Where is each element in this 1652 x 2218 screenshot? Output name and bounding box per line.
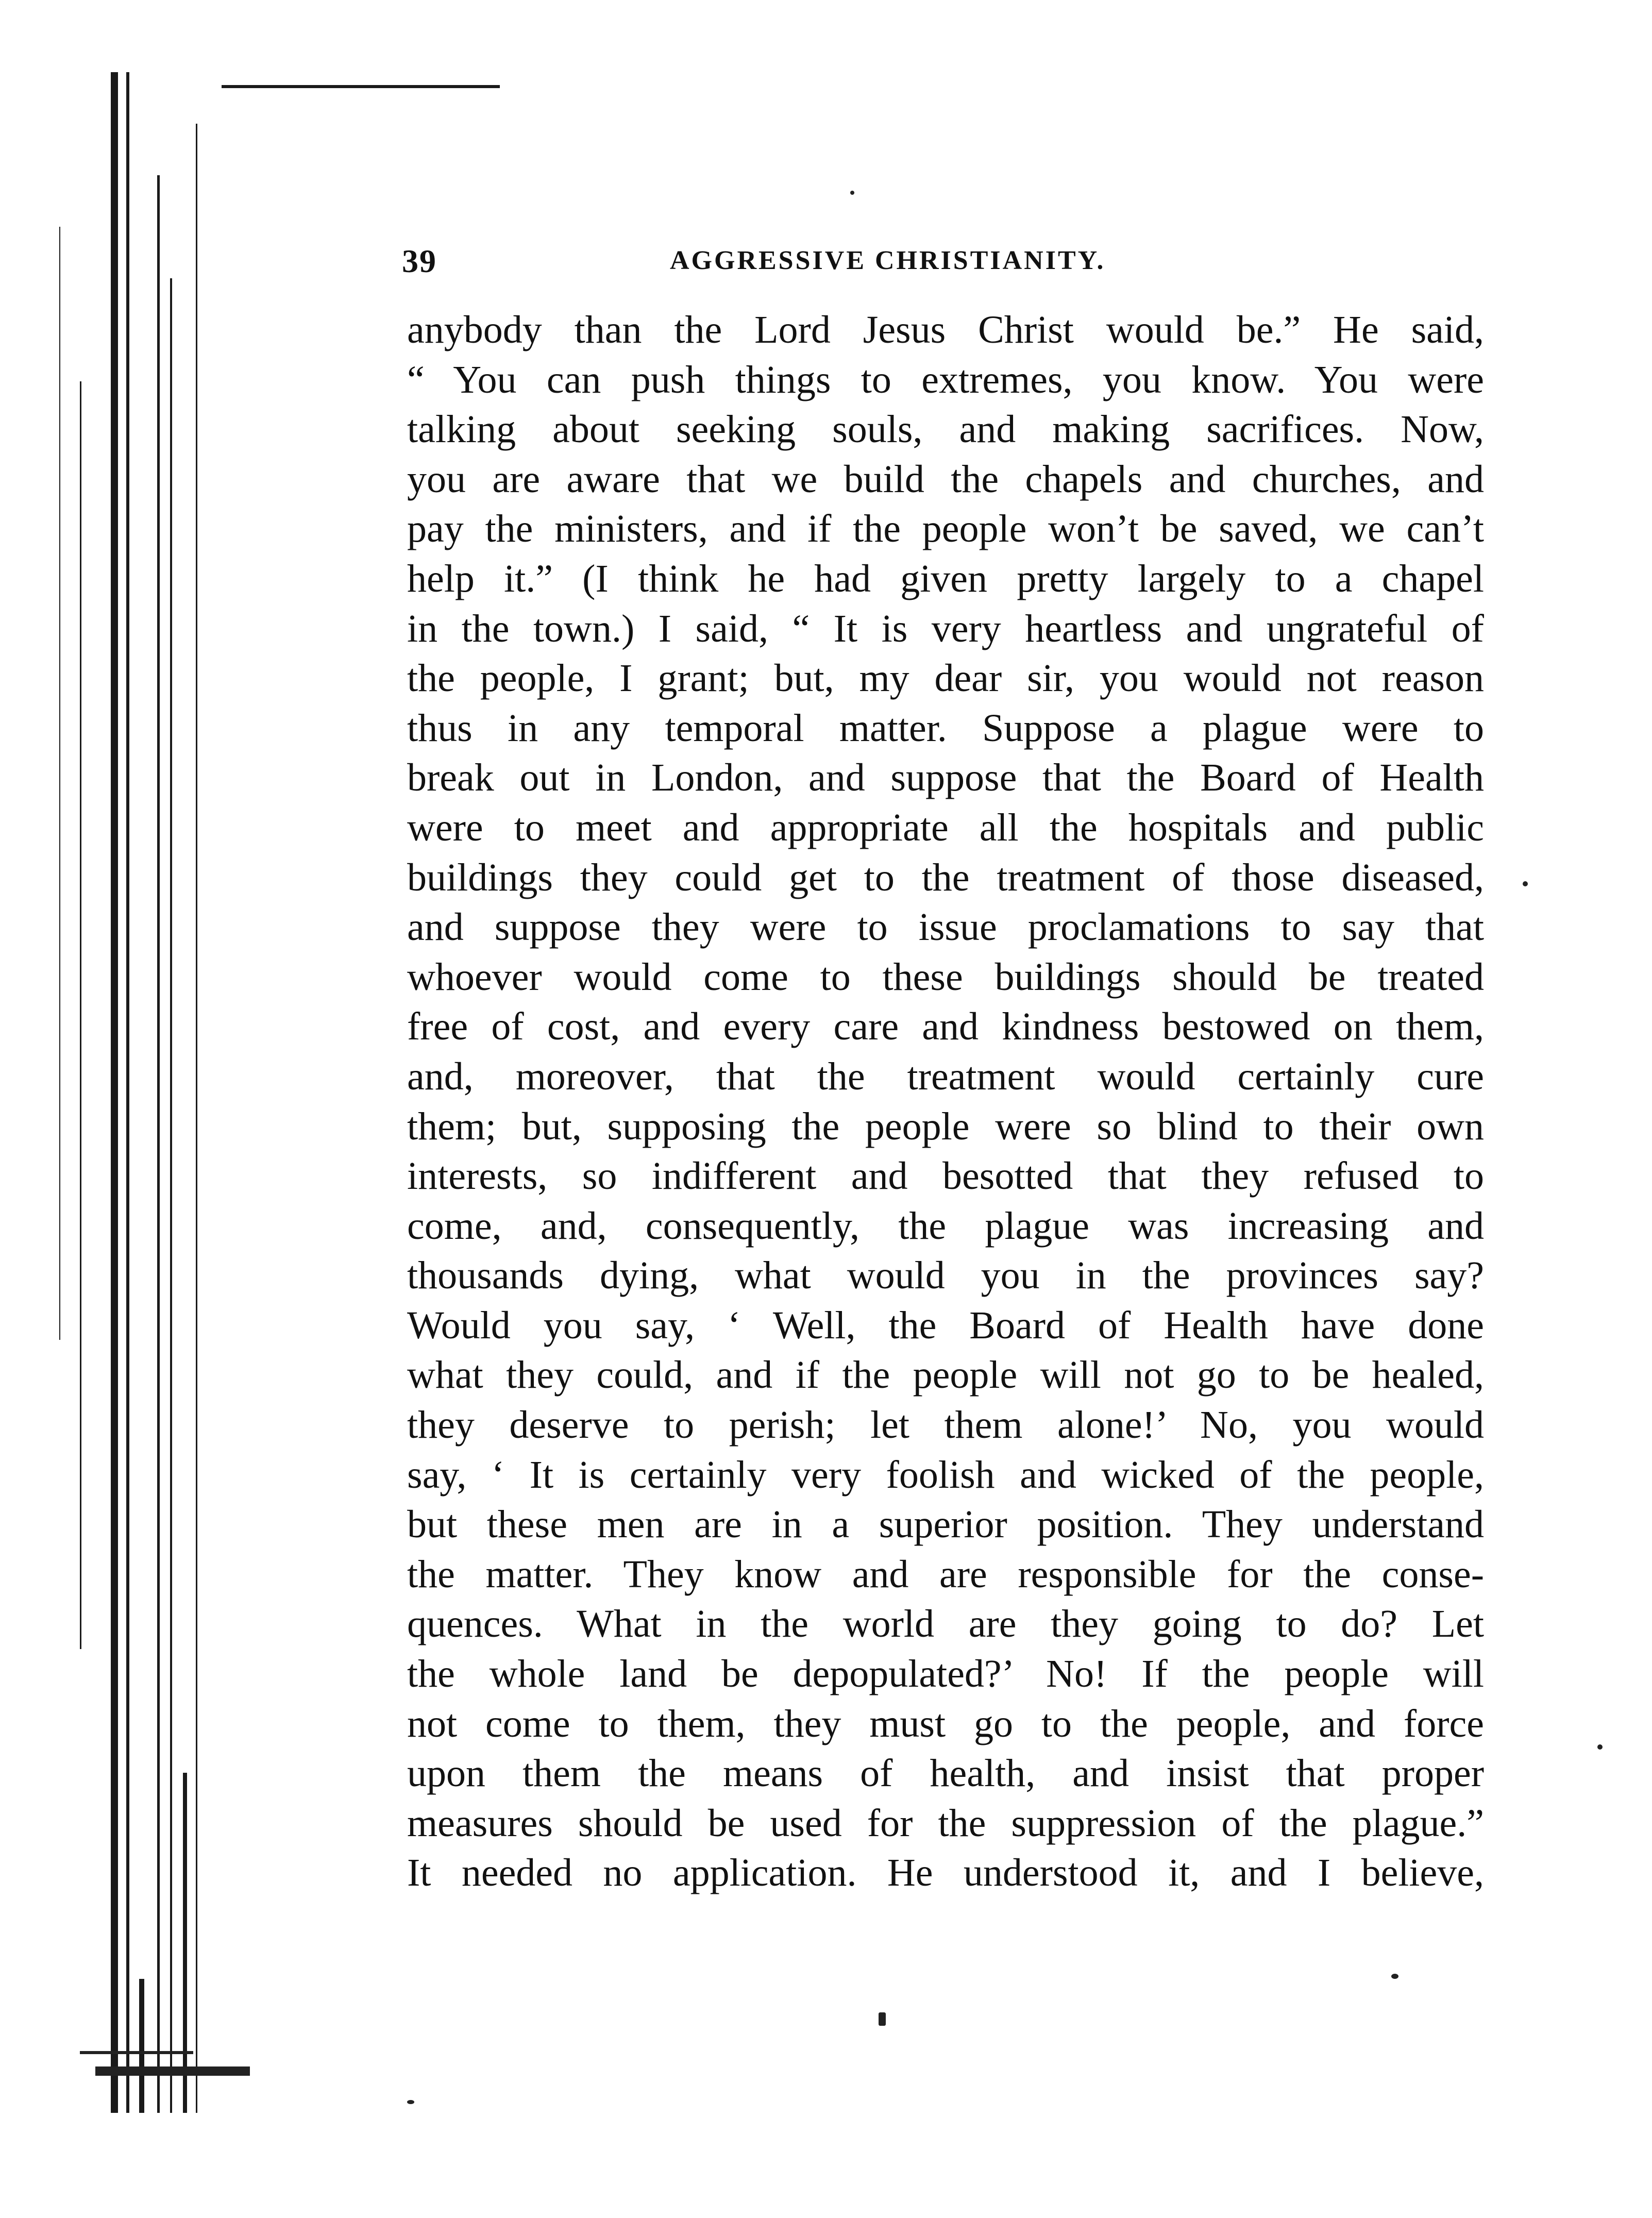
gutter-line bbox=[111, 72, 118, 2113]
text-line: buildings they could get to the treatment of those diseased, bbox=[407, 855, 1484, 899]
text-line: the whole land be depopulated?’ No! If the people will bbox=[407, 1652, 1484, 1696]
text-line: It needed no application. He understood it, and I believe, bbox=[407, 1851, 1484, 1895]
text-line: say, ‘ It is certainly very foolish and wicked of the people, bbox=[407, 1453, 1484, 1497]
scan-speck bbox=[879, 2012, 886, 2026]
text-line: the matter. They know and are responsible for the conse- bbox=[407, 1552, 1484, 1596]
gutter-line bbox=[170, 278, 172, 2113]
text-line: they deserve to perish; let them alone!’ No, you would bbox=[407, 1403, 1484, 1447]
text-line: break out in London, and suppose that the Board of Health bbox=[407, 756, 1484, 800]
gutter-line bbox=[139, 1979, 144, 2113]
text-line: were to meet and appropriate all the hospitals and public bbox=[407, 805, 1484, 849]
text-line: the people, I grant; but, my dear sir, you would not reason bbox=[407, 657, 1484, 700]
text-line: you are aware that we build the chapels and churches, and bbox=[407, 457, 1484, 501]
text-line: in the town.) I said, “ It is very heartless and ungrateful of bbox=[407, 607, 1484, 650]
book-gutter bbox=[49, 72, 250, 2113]
text-line: them; but, supposing the people were so blind to their own bbox=[407, 1104, 1484, 1148]
text-line: interests, so indifferent and besotted that they refused to bbox=[407, 1154, 1484, 1198]
scan-speck bbox=[1597, 1744, 1603, 1750]
scan-speck bbox=[407, 2100, 414, 2104]
text-line: pay the ministers, and if the people won’t be saved, we can’t bbox=[407, 507, 1484, 551]
text-line: measures should be used for the suppression of the plague.” bbox=[407, 1801, 1484, 1845]
running-title: AGGRESSIVE CHRISTIANITY. bbox=[670, 246, 1106, 275]
text-line: thousands dying, what would you in the provinces say? bbox=[407, 1254, 1484, 1298]
page-number: 39 bbox=[402, 243, 437, 279]
text-line: and suppose they were to issue proclamations to say that bbox=[407, 905, 1484, 949]
body-text bbox=[407, 305, 1484, 1898]
text-line: free of cost, and every care and kindness bestowed on them, bbox=[407, 1005, 1484, 1049]
gutter-line bbox=[80, 381, 81, 1649]
gutter-line bbox=[196, 124, 197, 2113]
page-header bbox=[402, 242, 1474, 283]
text-line: whoever would come to these buildings should be treated bbox=[407, 955, 1484, 999]
text-line: quences. What in the world are they going to do? Let bbox=[407, 1602, 1484, 1646]
text-line: thus in any temporal matter. Suppose a plague were to bbox=[407, 706, 1484, 750]
gutter-line bbox=[157, 175, 160, 2113]
gutter-base bbox=[95, 2066, 250, 2076]
text-line: Would you say, ‘ Well, the Board of Health have done bbox=[407, 1303, 1484, 1347]
text-line: help it.” (I think he had given pretty largely to a chapel bbox=[407, 557, 1484, 600]
text-line: what they could, and if the people will not go to be healed, bbox=[407, 1353, 1484, 1397]
top-rule bbox=[222, 85, 500, 88]
text-line: anybody than the Lord Jesus Christ would be.” He said, bbox=[407, 308, 1484, 351]
gutter-line bbox=[59, 227, 60, 1340]
text-line: come, and, consequently, the plague was increasing and bbox=[407, 1204, 1484, 1248]
text-line: not come to them, they must go to the people, and force bbox=[407, 1702, 1484, 1745]
text-line: and, moreover, that the treatment would certainly cure bbox=[407, 1054, 1484, 1098]
scan-speck bbox=[1523, 881, 1528, 886]
gutter-line bbox=[126, 72, 129, 2113]
text-line: talking about seeking souls, and making sacrifices. Now, bbox=[407, 408, 1484, 451]
text-line: but these men are in a superior position. They understand bbox=[407, 1503, 1484, 1547]
gutter-base bbox=[80, 2051, 193, 2054]
text-line: “ You can push things to extremes, you know. You were bbox=[407, 358, 1484, 401]
text-line: upon them the means of health, and insist that proper bbox=[407, 1752, 1484, 1795]
scan-speck bbox=[850, 191, 854, 195]
scan-speck bbox=[1391, 1974, 1398, 1979]
gutter-line bbox=[183, 1773, 187, 2113]
